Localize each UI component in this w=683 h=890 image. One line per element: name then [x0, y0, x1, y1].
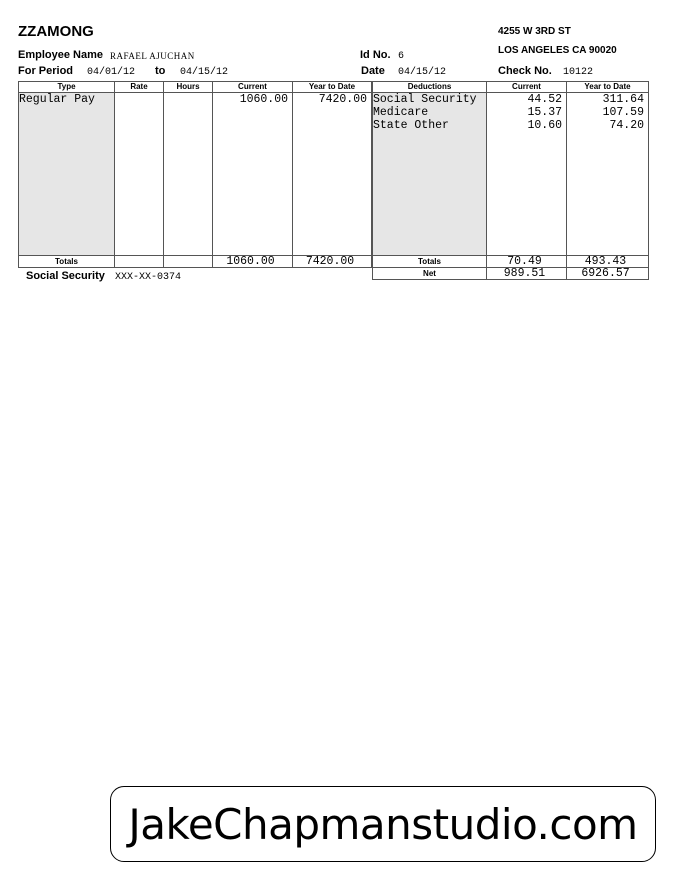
check-label: Check No. [498, 65, 552, 77]
deduction-currents [487, 93, 567, 256]
date-value: 04/15/12 [398, 67, 447, 78]
ssn-label: Social Security [26, 270, 105, 282]
net-label: Net [373, 268, 487, 280]
deduction-name: State Other [373, 119, 449, 132]
employee-name: RAFAEL AJUCHAN [110, 51, 195, 61]
earning-hours [164, 93, 213, 256]
col-deductions: Deductions [373, 82, 487, 93]
period-from: 04/01/12 [87, 67, 136, 78]
col-ded-ytd: Year to Date [567, 82, 649, 93]
deduction-ytd: 311.64 [602, 93, 644, 106]
address-line2: LOS ANGELES CA 90020 [498, 45, 617, 56]
earnings-table [18, 81, 372, 268]
deduction-name: Medicare [373, 106, 429, 119]
check-number: 10122 [563, 67, 594, 78]
deduction-current: 10.60 [527, 119, 562, 132]
deduction-names [373, 93, 487, 256]
deduction-current: 15.37 [527, 106, 562, 119]
col-type: Type [19, 82, 115, 93]
earning-type: Regular Pay [19, 93, 115, 256]
deduction-name: Social Security [373, 93, 477, 106]
period-label: For Period [18, 65, 74, 77]
deductions-total-ytd: 493.43 [567, 256, 649, 268]
deduction-ytd: 107.59 [602, 106, 644, 119]
deduction-current: 44.52 [527, 93, 562, 106]
watermark-text: JakeChapmanstudio.com [128, 799, 638, 849]
employee-name-label: Employee Name [18, 49, 103, 61]
period-to-label: to [155, 65, 166, 77]
period-to: 04/15/12 [180, 67, 229, 78]
net-ytd: 6926.57 [567, 268, 649, 280]
address-line1: 4255 W 3RD ST [498, 26, 571, 37]
earnings-total-ytd: 7420.00 [293, 256, 372, 268]
id-value: 6 [398, 51, 405, 62]
deductions-totals-label: Totals [373, 256, 487, 268]
col-rate: Rate [115, 82, 164, 93]
deduction-ytd: 74.20 [609, 119, 644, 132]
col-ytd: Year to Date [293, 82, 372, 93]
deductions-total-current: 70.49 [487, 256, 567, 268]
earning-current: 1060.00 [213, 93, 293, 256]
ssn-value: XXX-XX-0374 [115, 272, 182, 283]
watermark-banner [110, 786, 656, 862]
earnings-totals-label: Totals [19, 256, 115, 268]
earnings-total-current: 1060.00 [213, 256, 293, 268]
deductions-table [372, 81, 649, 280]
company-name: ZZAMONG [18, 23, 94, 40]
col-current: Current [213, 82, 293, 93]
date-label: Date [361, 65, 385, 77]
id-label: Id No. [360, 49, 391, 61]
col-ded-current: Current [487, 82, 567, 93]
earning-ytd: 7420.00 [293, 93, 372, 256]
net-current: 989.51 [487, 268, 567, 280]
earning-rate [115, 93, 164, 256]
deduction-ytds [567, 93, 649, 256]
col-hours: Hours [164, 82, 213, 93]
